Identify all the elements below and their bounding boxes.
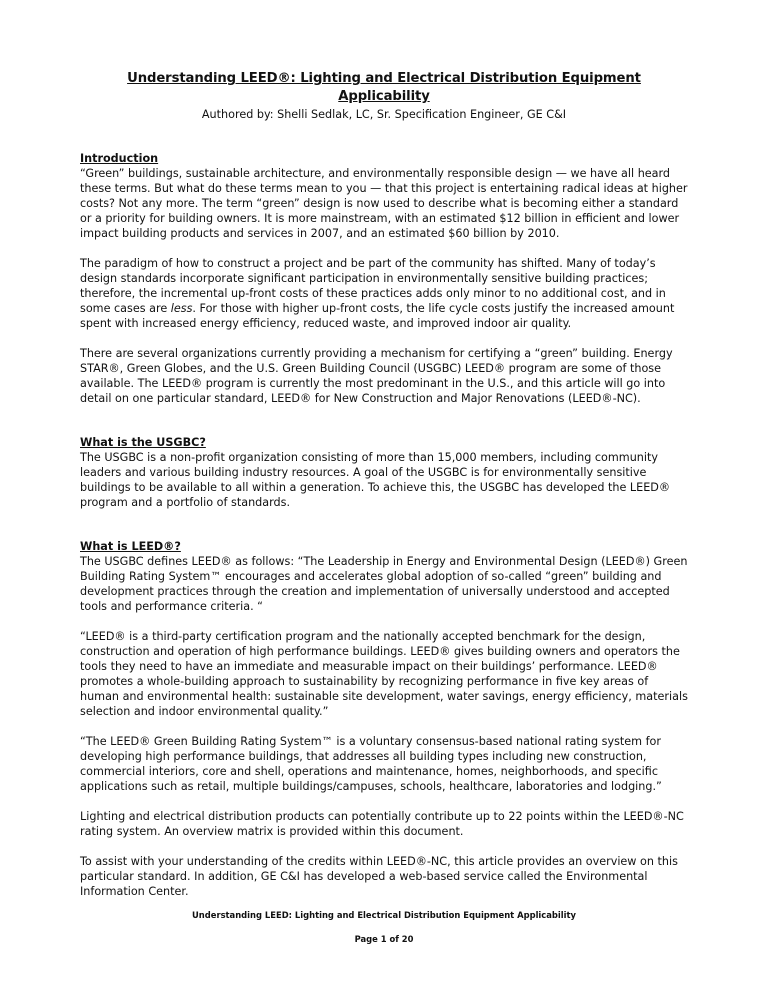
section-heading-leed: What is LEED®? bbox=[80, 540, 181, 553]
section-usgbc bbox=[80, 435, 688, 510]
paragraph: “LEED® is a third-party certification program and the nationally accepted benchmark for the design, construction and operation of high performance buildings. LEED® gives building owners and operators the tools they need to have an immediate and measurable impact on their buildings’ performance. LEED® promotes a whole-building approach to sustainability by recognizing performance in five key areas of human and environmental health: sustainable site development, water savings, energy efficiency, materials selection and indoor environmental quality.” bbox=[80, 630, 688, 718]
document-author: Authored by: Shelli Sedlak, LC, Sr. Specification Engineer, GE C&I bbox=[201, 108, 567, 121]
paragraph: “The LEED® Green Building Rating System™ is a voluntary consensus-based national rating system for developing high performance buildings, that addresses all building types including new construction, commercial interiors, core and shell, operations and maintenance, homes, neighborhoods, and specific applications such as retail, multiple buildings/campuses, schools, healthcare, laboratories and lodging.” bbox=[80, 735, 662, 793]
section-introduction bbox=[80, 151, 688, 406]
page-number: Page 1 of 20 bbox=[354, 934, 414, 944]
paragraph: There are several organizations currently providing a mechanism for certifying a “green” building. Energy STAR®, Green Globes, and the U.S. Green Building Council (USGBC) LEED® program are some of those available. The LEED® program is currently the most predominant in the U.S., and this article will go into detail on one particular standard, LEED® for New Construction and Major Renovations (LEED®-NC). bbox=[80, 347, 673, 405]
paragraph-text: . For those with higher up-front costs, the life cycle costs justify the increased amount spent with increased energy efficiency, reduced waste, and improved indoor air quality. bbox=[80, 302, 675, 330]
section-heading-usgbc: What is the USGBC? bbox=[80, 436, 206, 449]
emphasis-text: less bbox=[170, 302, 193, 315]
section-heading-introduction: Introduction bbox=[80, 152, 159, 165]
section-leed bbox=[80, 539, 688, 899]
paragraph: To assist with your understanding of the credits within LEED®-NC, this article provides an overview on this particular standard. In addition, GE C&I has developed a web-based service called the Environmental Information Center. bbox=[80, 855, 678, 898]
paragraph: The USGBC defines LEED® as follows: “The Leadership in Energy and Environmental Design (LEED®) Green Building Rating System™ encourages and accelerates global adoption of so-called “green” building and development practices through the creation and implementation of universally understood and accepted tools and performance criteria. “ bbox=[80, 555, 688, 613]
paragraph: The USGBC is a non-profit organization consisting of more than 15,000 members, including community leaders and various building industry resources. A goal of the USGBC is for environmentally sensitive buildings to be available to all within a generation. To achieve this, the USGBC has developed the LEED® program and a portfolio of standards. bbox=[80, 451, 671, 509]
paragraph-text: The paradigm of how to construct a project and be part of the community has shifted. Many of today’s design standards incorporate significant participation in environmentally sensitive building practices; therefore, the incremental up-front costs of these practices adds only minor to no additional cost, and in some cases are bbox=[80, 257, 666, 315]
paragraph bbox=[80, 256, 688, 331]
paragraph: “Green” buildings, sustainable architecture, and environmentally responsible design — we have all heard these terms. But what do these terms mean to you — that this project is entertaining radical ideas at higher costs? Not any more. The term “green” design is now used to describe what is becoming either a standard or a priority for building owners. It is more mainstream, with an estimated $12 billion in efficient and lower impact building products and services in 2007, and an estimated $60 billion by 2010. bbox=[80, 167, 688, 240]
paragraph: Lighting and electrical distribution products can potentially contribute up to 22 points within the LEED®-NC rating system. An overview matrix is provided within this document. bbox=[80, 810, 684, 838]
document-title: Understanding LEED®: Lighting and Electrical Distribution Equipment Applicability bbox=[127, 71, 641, 104]
footer-title: Understanding LEED: Lighting and Electrical Distribution Equipment Applicability bbox=[192, 910, 576, 920]
